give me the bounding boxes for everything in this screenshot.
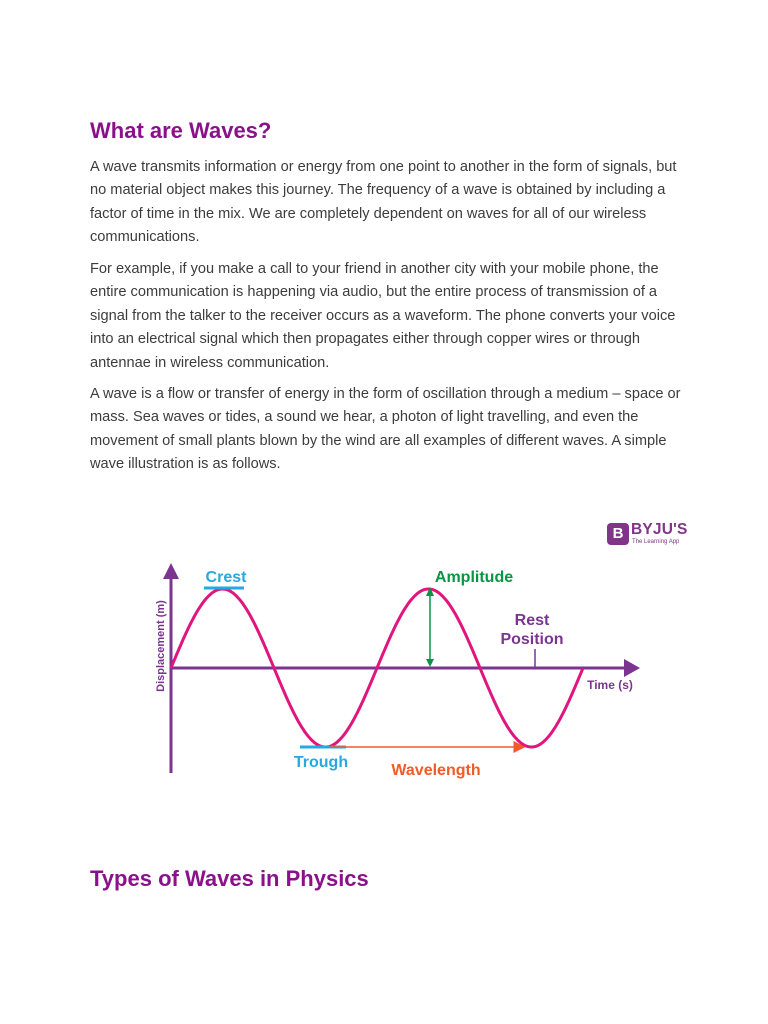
displacement-axis-label: Displacement (m) xyxy=(155,600,167,692)
paragraph-2: For example, if you make a call to your friend in another city with your mobile phone, the entire communication is happening via audio, but the entire process of transmission of a signal from the talker to the receiver occurs as a waveform. The phone converts your voice into an electrical signal which then propagates either through copper wires or through antennae in wireless communication. xyxy=(90,261,676,371)
rest-label-line1: Rest xyxy=(514,612,550,629)
trough-label: Trough xyxy=(293,754,349,771)
logo-tagline: The Learning App xyxy=(632,539,680,545)
x-axis-arrow-icon xyxy=(624,659,640,677)
wave-diagram xyxy=(140,515,700,790)
heading-what-are-waves: What are Waves? xyxy=(90,118,272,143)
crest-label: Crest xyxy=(205,569,247,586)
y-axis-arrow-icon xyxy=(163,563,179,579)
logo-name: BYJU'S xyxy=(631,521,688,538)
paragraph-1: A wave transmits information or energy from one point to another in the form of signals, but no material object makes this journey. The frequency of a wave is obtained by including a factor of time in the mix. We are completely dependent on waves for all of our wireless communications. xyxy=(90,159,677,246)
rest-label-line2: Position xyxy=(500,631,564,648)
amplitude-label: Amplitude xyxy=(434,569,514,586)
paragraph-3: A wave is a flow or transfer of energy in the form of oscillation through a medium – space or mass. Sea waves or tides, a sound we hear, a photon of light travelling, and even the movement of small plants blown by the wind are all examples of different waves. A simple wave illustration is as follows. xyxy=(90,386,681,473)
heading-types-of-waves: Types of Waves in Physics xyxy=(90,866,369,891)
logo-badge: B xyxy=(607,523,629,545)
time-axis-label: Time (s) xyxy=(587,678,633,692)
wavelength-label: Wavelength xyxy=(391,762,481,779)
amplitude-arrow-bottom-icon xyxy=(426,659,434,667)
